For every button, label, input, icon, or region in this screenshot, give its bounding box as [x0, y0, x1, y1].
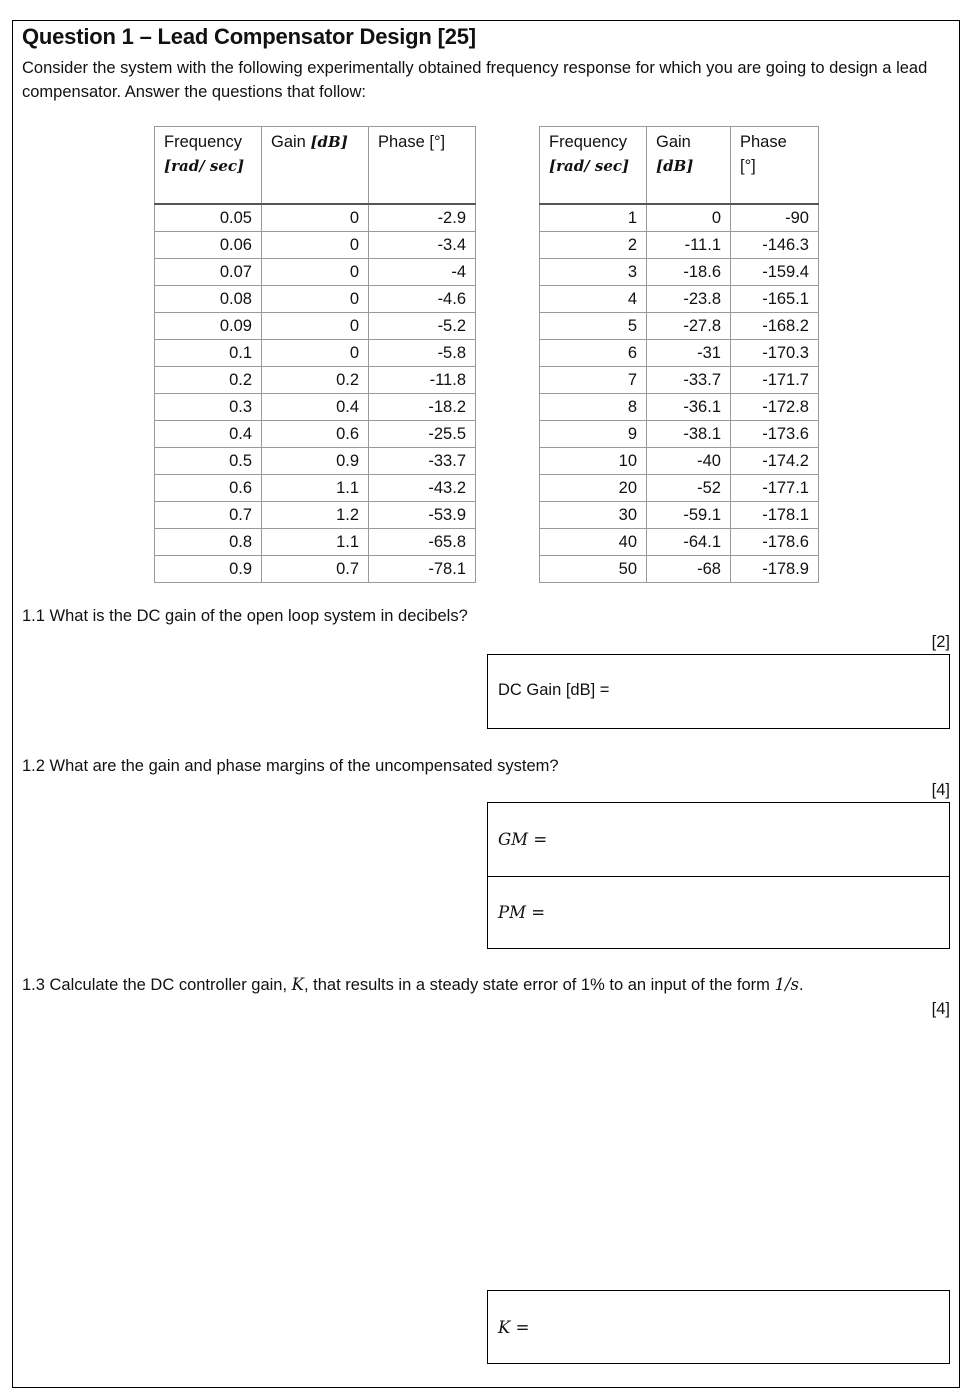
gain-cell: 0.6: [262, 421, 369, 448]
phase-cell: -178.6: [731, 529, 819, 556]
table-row: [155, 421, 476, 448]
gain-cell: -52: [647, 475, 731, 502]
table-row: [155, 340, 476, 367]
phase-cell: -178.1: [731, 502, 819, 529]
table-row: [155, 232, 476, 259]
phase-cell: -171.7: [731, 367, 819, 394]
table-row: [540, 232, 819, 259]
gain-cell: 1.1: [262, 529, 369, 556]
frequency-cell: 0.08: [155, 286, 262, 313]
phase-cell: -43.2: [369, 475, 476, 502]
frequency-cell: 5: [540, 313, 647, 340]
gain-cell: -36.1: [647, 394, 731, 421]
table-row: [540, 529, 819, 556]
frequency-cell: 20: [540, 475, 647, 502]
header-gain-unit: [dB]: [310, 133, 348, 151]
header-phase-word: Phase: [740, 133, 787, 151]
frequency-cell: 8: [540, 394, 647, 421]
header-frequency-unit: [rad/ sec]: [549, 157, 630, 175]
margins-answer-box[interactable]: [487, 802, 950, 949]
frequency-cell: 4: [540, 286, 647, 313]
frequency-cell: 0.05: [155, 204, 262, 232]
header-phase: [731, 127, 819, 205]
frequency-cell: 0.06: [155, 232, 262, 259]
phase-cell: -178.9: [731, 556, 819, 583]
header-phase-unit: [°]: [740, 157, 756, 175]
table-row: [540, 421, 819, 448]
phase-cell: -11.8: [369, 367, 476, 394]
phase-cell: -18.2: [369, 394, 476, 421]
frequency-cell: 0.09: [155, 313, 262, 340]
table-row: [540, 286, 819, 313]
frequency-cell: 0.9: [155, 556, 262, 583]
frequency-cell: 0.7: [155, 502, 262, 529]
table-row: [155, 286, 476, 313]
question-1-2-text: 1.2 What are the gain and phase margins of the uncompensated system?: [22, 757, 559, 775]
table-row: [155, 502, 476, 529]
gain-cell: 0.4: [262, 394, 369, 421]
frequency-cell: 0.4: [155, 421, 262, 448]
phase-cell: -53.9: [369, 502, 476, 529]
frequency-cell: 2: [540, 232, 647, 259]
gain-cell: 0: [262, 232, 369, 259]
frequency-cell: 0.2: [155, 367, 262, 394]
frequency-cell: 3: [540, 259, 647, 286]
phase-cell: -33.7: [369, 448, 476, 475]
controller-gain-label: K =: [498, 1318, 530, 1337]
phase-margin-label: PM =: [498, 903, 546, 922]
table-row: [155, 367, 476, 394]
table-row: [155, 394, 476, 421]
frequency-cell: 0.07: [155, 259, 262, 286]
gain-cell: -68: [647, 556, 731, 583]
question-1-1-text: 1.1 What is the DC gain of the open loop system in decibels?: [22, 607, 468, 625]
frequency-cell: 30: [540, 502, 647, 529]
question-1-3-marks: [4]: [931, 1000, 950, 1018]
table-row: [540, 394, 819, 421]
frequency-cell: 9: [540, 421, 647, 448]
controller-gain-symbol: K: [291, 975, 304, 994]
phase-cell: -4.6: [369, 286, 476, 313]
question-title: Question 1 – Lead Compensator Design [25]: [22, 24, 476, 49]
header-gain: [647, 127, 731, 205]
question-1-1-marks: [2]: [931, 633, 950, 651]
question-1-3-text-before: 1.3 Calculate the DC controller gain,: [22, 976, 292, 994]
table-row: [540, 448, 819, 475]
phase-cell: -146.3: [731, 232, 819, 259]
table-row: [155, 475, 476, 502]
table-row: [155, 313, 476, 340]
input-form: 1/s: [774, 975, 799, 994]
gain-cell: -11.1: [647, 232, 731, 259]
phase-cell: -90: [731, 204, 819, 232]
gain-cell: 1.2: [262, 502, 369, 529]
header-frequency-word: Frequency: [164, 133, 242, 151]
table-row: [540, 502, 819, 529]
header-gain-unit: [dB]: [656, 157, 694, 175]
dc-gain-answer-box[interactable]: [487, 654, 950, 729]
frequency-cell: 0.5: [155, 448, 262, 475]
header-phase-label: Phase [°]: [378, 133, 446, 151]
phase-cell: -78.1: [369, 556, 476, 583]
gain-cell: 0: [262, 259, 369, 286]
gain-cell: -31: [647, 340, 731, 367]
phase-cell: -65.8: [369, 529, 476, 556]
gain-cell: -64.1: [647, 529, 731, 556]
table-header-row: [155, 127, 476, 205]
gain-cell: -59.1: [647, 502, 731, 529]
phase-cell: -159.4: [731, 259, 819, 286]
phase-cell: -170.3: [731, 340, 819, 367]
table-row: [155, 204, 476, 232]
frequency-cell: 0.3: [155, 394, 262, 421]
table-row: [540, 313, 819, 340]
frequency-cell: 40: [540, 529, 647, 556]
phase-cell: -173.6: [731, 421, 819, 448]
gain-cell: -40: [647, 448, 731, 475]
answer-box-divider: [488, 876, 949, 877]
table-header-row: [540, 127, 819, 205]
table-row: [155, 529, 476, 556]
question-intro: Consider the system with the following experimentally obtained frequency response for which you are going to design a lead compensator. Answer the questions that follow:: [22, 59, 928, 101]
question-1-2-marks: [4]: [931, 781, 950, 799]
frequency-cell: 50: [540, 556, 647, 583]
phase-cell: -5.2: [369, 313, 476, 340]
phase-cell: -165.1: [731, 286, 819, 313]
header-gain-word: Gain: [656, 133, 691, 151]
frequency-cell: 6: [540, 340, 647, 367]
gain-cell: 0.2: [262, 367, 369, 394]
gain-cell: 0.7: [262, 556, 369, 583]
gain-cell: -18.6: [647, 259, 731, 286]
header-gain-word: Gain: [271, 133, 306, 151]
table-row: [155, 556, 476, 583]
question-1-3-text-middle: , that results in a steady state error of 1% to an input of the form: [303, 976, 775, 994]
table-row: [155, 259, 476, 286]
gain-cell: -23.8: [647, 286, 731, 313]
header-frequency: [155, 127, 262, 205]
gain-cell: 0.9: [262, 448, 369, 475]
table-row: [540, 556, 819, 583]
gain-cell: 0: [647, 204, 731, 232]
frequency-cell: 10: [540, 448, 647, 475]
phase-cell: -174.2: [731, 448, 819, 475]
table-row: [540, 204, 819, 232]
phase-cell: -3.4: [369, 232, 476, 259]
frequency-cell: 0.8: [155, 529, 262, 556]
header-gain: [262, 127, 369, 205]
gain-cell: 0: [262, 204, 369, 232]
table-row: [540, 340, 819, 367]
phase-cell: -4: [369, 259, 476, 286]
header-frequency-unit: [rad/ sec]: [164, 157, 245, 175]
gain-cell: -27.8: [647, 313, 731, 340]
gain-margin-label: GM =: [498, 830, 548, 849]
header-frequency-word: Frequency: [549, 133, 627, 151]
phase-cell: -25.5: [369, 421, 476, 448]
frequency-table-low: [154, 126, 476, 583]
phase-cell: -172.8: [731, 394, 819, 421]
phase-cell: -5.8: [369, 340, 476, 367]
header-frequency: [540, 127, 647, 205]
frequency-cell: 0.6: [155, 475, 262, 502]
frequency-cell: 0.1: [155, 340, 262, 367]
frequency-cell: 7: [540, 367, 647, 394]
dc-gain-label: DC Gain [dB] =: [498, 681, 610, 699]
gain-cell: 1.1: [262, 475, 369, 502]
phase-cell: -177.1: [731, 475, 819, 502]
gain-cell: 0: [262, 340, 369, 367]
gain-cell: -33.7: [647, 367, 731, 394]
frequency-cell: 1: [540, 204, 647, 232]
controller-gain-answer-box[interactable]: [487, 1290, 950, 1364]
frequency-table-high: [539, 126, 819, 583]
phase-cell: -168.2: [731, 313, 819, 340]
gain-cell: 0: [262, 313, 369, 340]
table-row: [540, 259, 819, 286]
question-1-3-text-after: .: [799, 976, 804, 994]
table-row: [540, 475, 819, 502]
table-row: [155, 448, 476, 475]
question-1-3-text: [22, 975, 804, 995]
phase-cell: -2.9: [369, 204, 476, 232]
header-phase: [369, 127, 476, 205]
gain-cell: 0: [262, 286, 369, 313]
table-row: [540, 367, 819, 394]
gain-cell: -38.1: [647, 421, 731, 448]
